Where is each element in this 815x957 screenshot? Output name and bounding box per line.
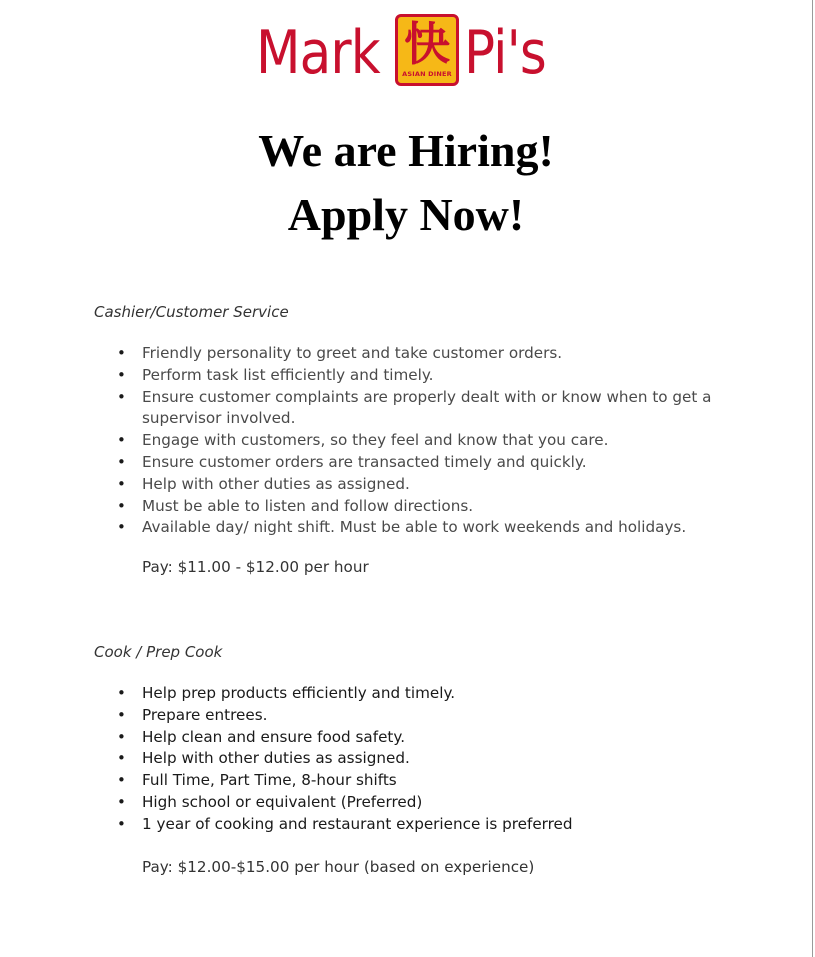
duty-text: Available day/ night shift. Must be able to work weekends and holidays.	[142, 518, 687, 537]
duty-text: Ensure customer complaints are properly dealt with or know when to get a supervisor involved.	[142, 387, 712, 428]
list-item	[94, 792, 734, 814]
duty-text: Must be able to listen and follow directions.	[142, 496, 474, 515]
cook-duty-list	[94, 683, 734, 836]
duty-text: Help clean and ensure food safety.	[142, 727, 406, 746]
headline-apply: Apply Now!	[287, 189, 525, 240]
bullet-icon: •	[117, 814, 126, 833]
duty-text: Help prep products efficiently and timely.	[142, 684, 456, 702]
bullet-icon: •	[117, 496, 126, 515]
logo-badge-subtext: ASIAN DINER	[402, 70, 452, 78]
cook-pay: Pay: $12.00-$15.00 per hour (based on experience)	[142, 858, 535, 876]
list-item	[94, 683, 734, 705]
duty-text: Help with other duties as assigned.	[142, 474, 410, 493]
bullet-icon: •	[117, 518, 126, 537]
list-item	[94, 387, 734, 431]
duty-text: Engage with customers, so they feel and know that you care.	[142, 431, 609, 450]
logo-word-mark: Mark	[256, 18, 380, 88]
duty-text: Full Time, Part Time, 8-hour shifts	[142, 771, 397, 790]
bullet-icon: •	[117, 792, 126, 811]
logo-word-pis: Pi's	[464, 18, 546, 88]
duty-text: Friendly personality to greet and take customer orders.	[142, 344, 563, 362]
cashier-pay: Pay: $11.00 - $12.00 per hour	[142, 558, 369, 576]
cashier-duty-list	[94, 343, 734, 539]
duty-text: Prepare entrees.	[142, 705, 268, 724]
list-item	[94, 474, 734, 496]
duty-text: Ensure customer orders are transacted timely and quickly.	[142, 452, 587, 471]
logo-badge	[395, 14, 459, 86]
bullet-icon: •	[117, 705, 126, 724]
page-edge	[812, 0, 813, 957]
list-item	[94, 343, 734, 365]
bullet-icon: •	[117, 749, 126, 768]
markpis-logo	[252, 10, 562, 92]
list-item	[94, 496, 734, 518]
list-item	[94, 814, 734, 836]
list-item	[94, 770, 734, 792]
bullet-icon: •	[117, 684, 126, 702]
section-title-cashier: Cashier/Customer Service	[94, 303, 289, 321]
bullet-icon: •	[117, 431, 126, 450]
section-title-cook: Cook / Prep Cook	[94, 643, 223, 661]
list-item	[94, 365, 734, 387]
bullet-icon: •	[117, 727, 126, 746]
bullet-icon: •	[117, 387, 126, 406]
list-item	[94, 452, 734, 474]
bullet-icon: •	[117, 474, 126, 493]
bullet-icon: •	[117, 344, 126, 362]
duty-text: High school or equivalent (Preferred)	[142, 792, 423, 811]
duty-text: Perform task list efficiently and timely.	[142, 365, 434, 384]
list-item	[94, 727, 734, 749]
bullet-icon: •	[117, 771, 126, 790]
list-item	[94, 748, 734, 770]
headline-hiring: We are Hiring!	[258, 125, 554, 176]
bullet-icon: •	[117, 365, 126, 384]
logo-chinese-char: 快	[404, 17, 450, 71]
list-item	[94, 705, 734, 727]
list-item	[94, 430, 734, 452]
list-item	[94, 517, 734, 539]
duty-text: 1 year of cooking and restaurant experience is preferred	[142, 814, 573, 833]
bullet-icon: •	[117, 452, 126, 471]
duty-text: Help with other duties as assigned.	[142, 749, 410, 768]
